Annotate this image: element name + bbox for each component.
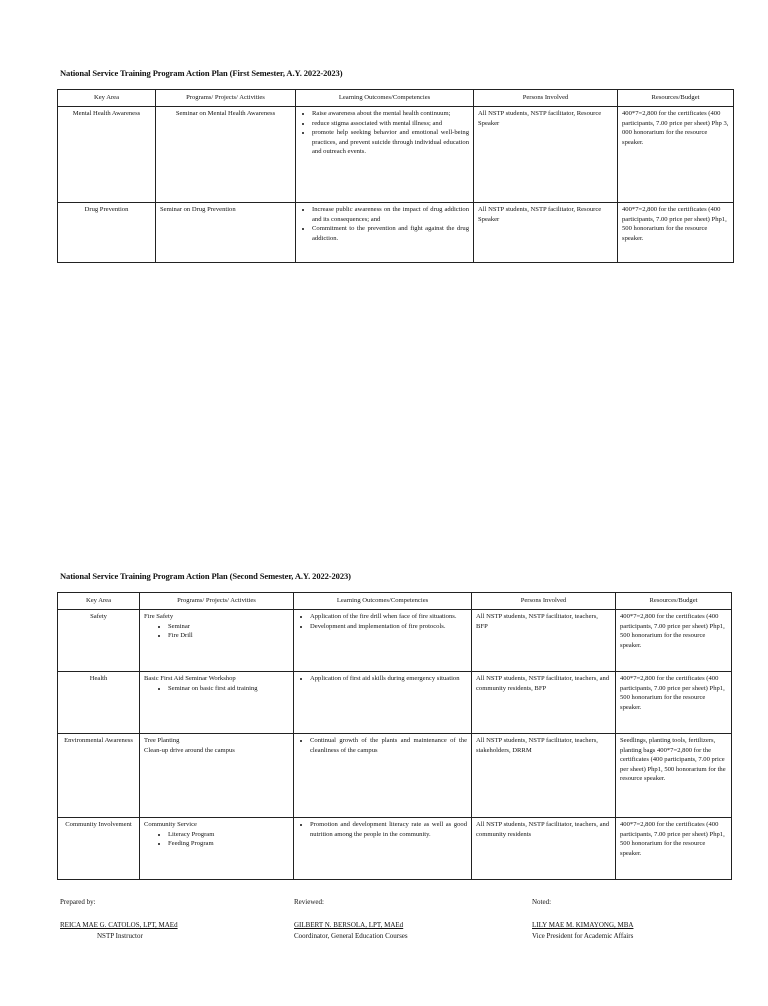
header-programs: Programs/ Projects/ Activities bbox=[140, 593, 294, 610]
key-area-cell: Community Involvement bbox=[58, 818, 140, 880]
table-header-row bbox=[58, 593, 732, 610]
header-budget: Resources/Budget bbox=[618, 90, 734, 107]
reviewed-name: GILBERT N. BERSOLA, LPT, MAEd bbox=[294, 921, 404, 929]
list-item: • Application of first aid skills during emergency situation bbox=[310, 674, 467, 684]
noted-name: LILY MAE M. KIMAYONG, MBA bbox=[532, 921, 634, 929]
program-title: Clean-up drive around the campus bbox=[144, 746, 235, 754]
program-sublist bbox=[144, 684, 289, 694]
list-item: • Continual growth of the plants and maintenance of the cleanliness of the campus bbox=[310, 736, 467, 755]
header-programs: Programs/ Projects/ Activities bbox=[156, 90, 296, 107]
outcomes-list bbox=[300, 109, 469, 157]
table-row bbox=[58, 734, 732, 818]
budget-cell: 400*7=2,800 for the certificates (400 participants, 7.00 price per sheet) Php 3, 000 honorarium for the resource speaker. bbox=[618, 107, 734, 203]
persons-cell: All NSTP students, NSTP facilitator, Resource Speaker bbox=[474, 107, 618, 203]
list-item: • Commitment to the prevention and fight against the drug addiction. bbox=[312, 224, 469, 243]
table-row bbox=[58, 672, 732, 734]
table-header-row bbox=[58, 90, 734, 107]
outcomes-cell bbox=[294, 672, 472, 734]
table-row bbox=[58, 203, 734, 263]
prepared-by-name: REICA MAE G. CATOLOS, LPT, MAEd bbox=[60, 921, 178, 929]
persons-cell: All NSTP students, NSTP facilitator, Resource Speaker bbox=[474, 203, 618, 263]
key-area-cell: Mental Health Awareness bbox=[58, 107, 156, 203]
outcomes-cell bbox=[294, 610, 472, 672]
outcomes-list bbox=[298, 736, 467, 755]
budget-cell: 400*7=2,800 for the certificates (400 participants, 7.00 price per sheet) Php1, 500 honorarium for the resource speaker. bbox=[618, 203, 734, 263]
outcomes-cell bbox=[294, 734, 472, 818]
outcomes-list bbox=[298, 820, 467, 839]
outcomes-cell bbox=[296, 203, 474, 263]
outcomes-cell bbox=[294, 818, 472, 880]
persons-cell: All NSTP students, NSTP facilitator, teachers, and community residents, BFP bbox=[472, 672, 616, 734]
persons-cell: All NSTP students, NSTP facilitator, teachers, stakeholders, DRRM bbox=[472, 734, 616, 818]
program-title: Fire Safety bbox=[144, 613, 174, 620]
table-row bbox=[58, 818, 732, 880]
persons-cell: All NSTP students, NSTP facilitator, teachers, and community residents bbox=[472, 818, 616, 880]
list-item: • Literacy Program bbox=[168, 830, 289, 840]
table-row bbox=[58, 107, 734, 203]
program-cell: Seminar on Drug Prevention bbox=[156, 203, 296, 263]
outcomes-cell bbox=[296, 107, 474, 203]
persons-cell: All NSTP students, NSTP facilitator, teachers, BFP bbox=[472, 610, 616, 672]
program-title: Community Service bbox=[144, 821, 197, 828]
outcomes-list bbox=[298, 612, 467, 631]
table-row bbox=[58, 610, 732, 672]
first-semester-title: National Service Training Program Action Plan (First Semester, A.Y. 2022-2023) bbox=[60, 68, 343, 78]
program-title: Tree Planting bbox=[144, 737, 180, 744]
header-budget: Resources/Budget bbox=[616, 593, 732, 610]
list-item: • Raise awareness about the mental health continuum; bbox=[312, 109, 469, 119]
second-semester-table bbox=[57, 592, 732, 880]
program-cell bbox=[140, 672, 294, 734]
list-item: • reduce stigma associated with mental illness; and bbox=[312, 119, 469, 129]
list-item: • Promotion and development literacy rate as well as good nutrition among the people in the community. bbox=[310, 820, 467, 839]
noted-label: Noted: bbox=[532, 898, 552, 906]
first-semester-table bbox=[57, 89, 734, 263]
reviewed-role: Coordinator, General Education Courses bbox=[294, 932, 408, 940]
list-item: • Increase public awareness on the impact of drug addiction and its consequences; and bbox=[312, 205, 469, 224]
list-item: • Seminar on basic first aid training bbox=[168, 684, 289, 694]
program-cell bbox=[140, 734, 294, 818]
budget-cell: Seedlings, planting tools, fertilizers, planting bags 400*7=2,800 for the certificates (400 participants, 7.00 price per sheet) Php1, 500 honorarium for the resource speaker. bbox=[616, 734, 732, 818]
program-cell: Seminar on Mental Health Awareness bbox=[156, 107, 296, 203]
program-sublist bbox=[144, 830, 289, 849]
program-cell bbox=[140, 818, 294, 880]
header-persons: Persons Involved bbox=[474, 90, 618, 107]
program-sublist bbox=[144, 622, 289, 641]
budget-cell: 400*7=2,800 for the certificates (400 participants, 7.00 price per sheet) Php1, 500 honorarium for the resource speaker. bbox=[616, 672, 732, 734]
prepared-by-label: Prepared by: bbox=[60, 898, 96, 906]
program-cell bbox=[140, 610, 294, 672]
header-persons: Persons Involved bbox=[472, 593, 616, 610]
reviewed-label: Reviewed: bbox=[294, 898, 324, 906]
key-area-cell: Environmental Awareness bbox=[58, 734, 140, 818]
header-outcomes: Learning Outcomes/Competencies bbox=[294, 593, 472, 610]
list-item: • promote help seeking behavior and emotional well-being practices, and prevent suicide through individual education and outreach events. bbox=[312, 128, 469, 157]
list-item: • Application of the fire drill when face of fire situations. bbox=[310, 612, 467, 622]
second-semester-title: National Service Training Program Action Plan (Second Semester, A.Y. 2022-2023) bbox=[60, 571, 351, 581]
outcomes-list bbox=[300, 205, 469, 243]
program-title: Basic First Aid Seminar Workshop bbox=[144, 675, 236, 682]
prepared-by-role: NSTP Instructor bbox=[97, 932, 143, 940]
list-item: • Seminar bbox=[168, 622, 289, 632]
header-key-area: Key Area bbox=[58, 593, 140, 610]
budget-cell: 400*7=2,800 for the certificates (400 participants, 7.00 price per sheet) Php1, 500 honorarium for the resource speaker. bbox=[616, 818, 732, 880]
header-outcomes: Learning Outcomes/Competencies bbox=[296, 90, 474, 107]
list-item: • Development and implementation of fire protocols. bbox=[310, 622, 467, 632]
key-area-cell: Drug Prevention bbox=[58, 203, 156, 263]
budget-cell: 400*7=2,800 for the certificates (400 participants, 7.00 price per sheet) Php1, 500 honorarium for the resource speaker. bbox=[616, 610, 732, 672]
list-item: • Fire Drill bbox=[168, 631, 289, 641]
key-area-cell: Health bbox=[58, 672, 140, 734]
list-item: • Feeding Program bbox=[168, 839, 289, 849]
noted-role: Vice President for Academic Affairs bbox=[532, 932, 634, 940]
key-area-cell: Safety bbox=[58, 610, 140, 672]
outcomes-list bbox=[298, 674, 467, 684]
header-key-area: Key Area bbox=[58, 90, 156, 107]
